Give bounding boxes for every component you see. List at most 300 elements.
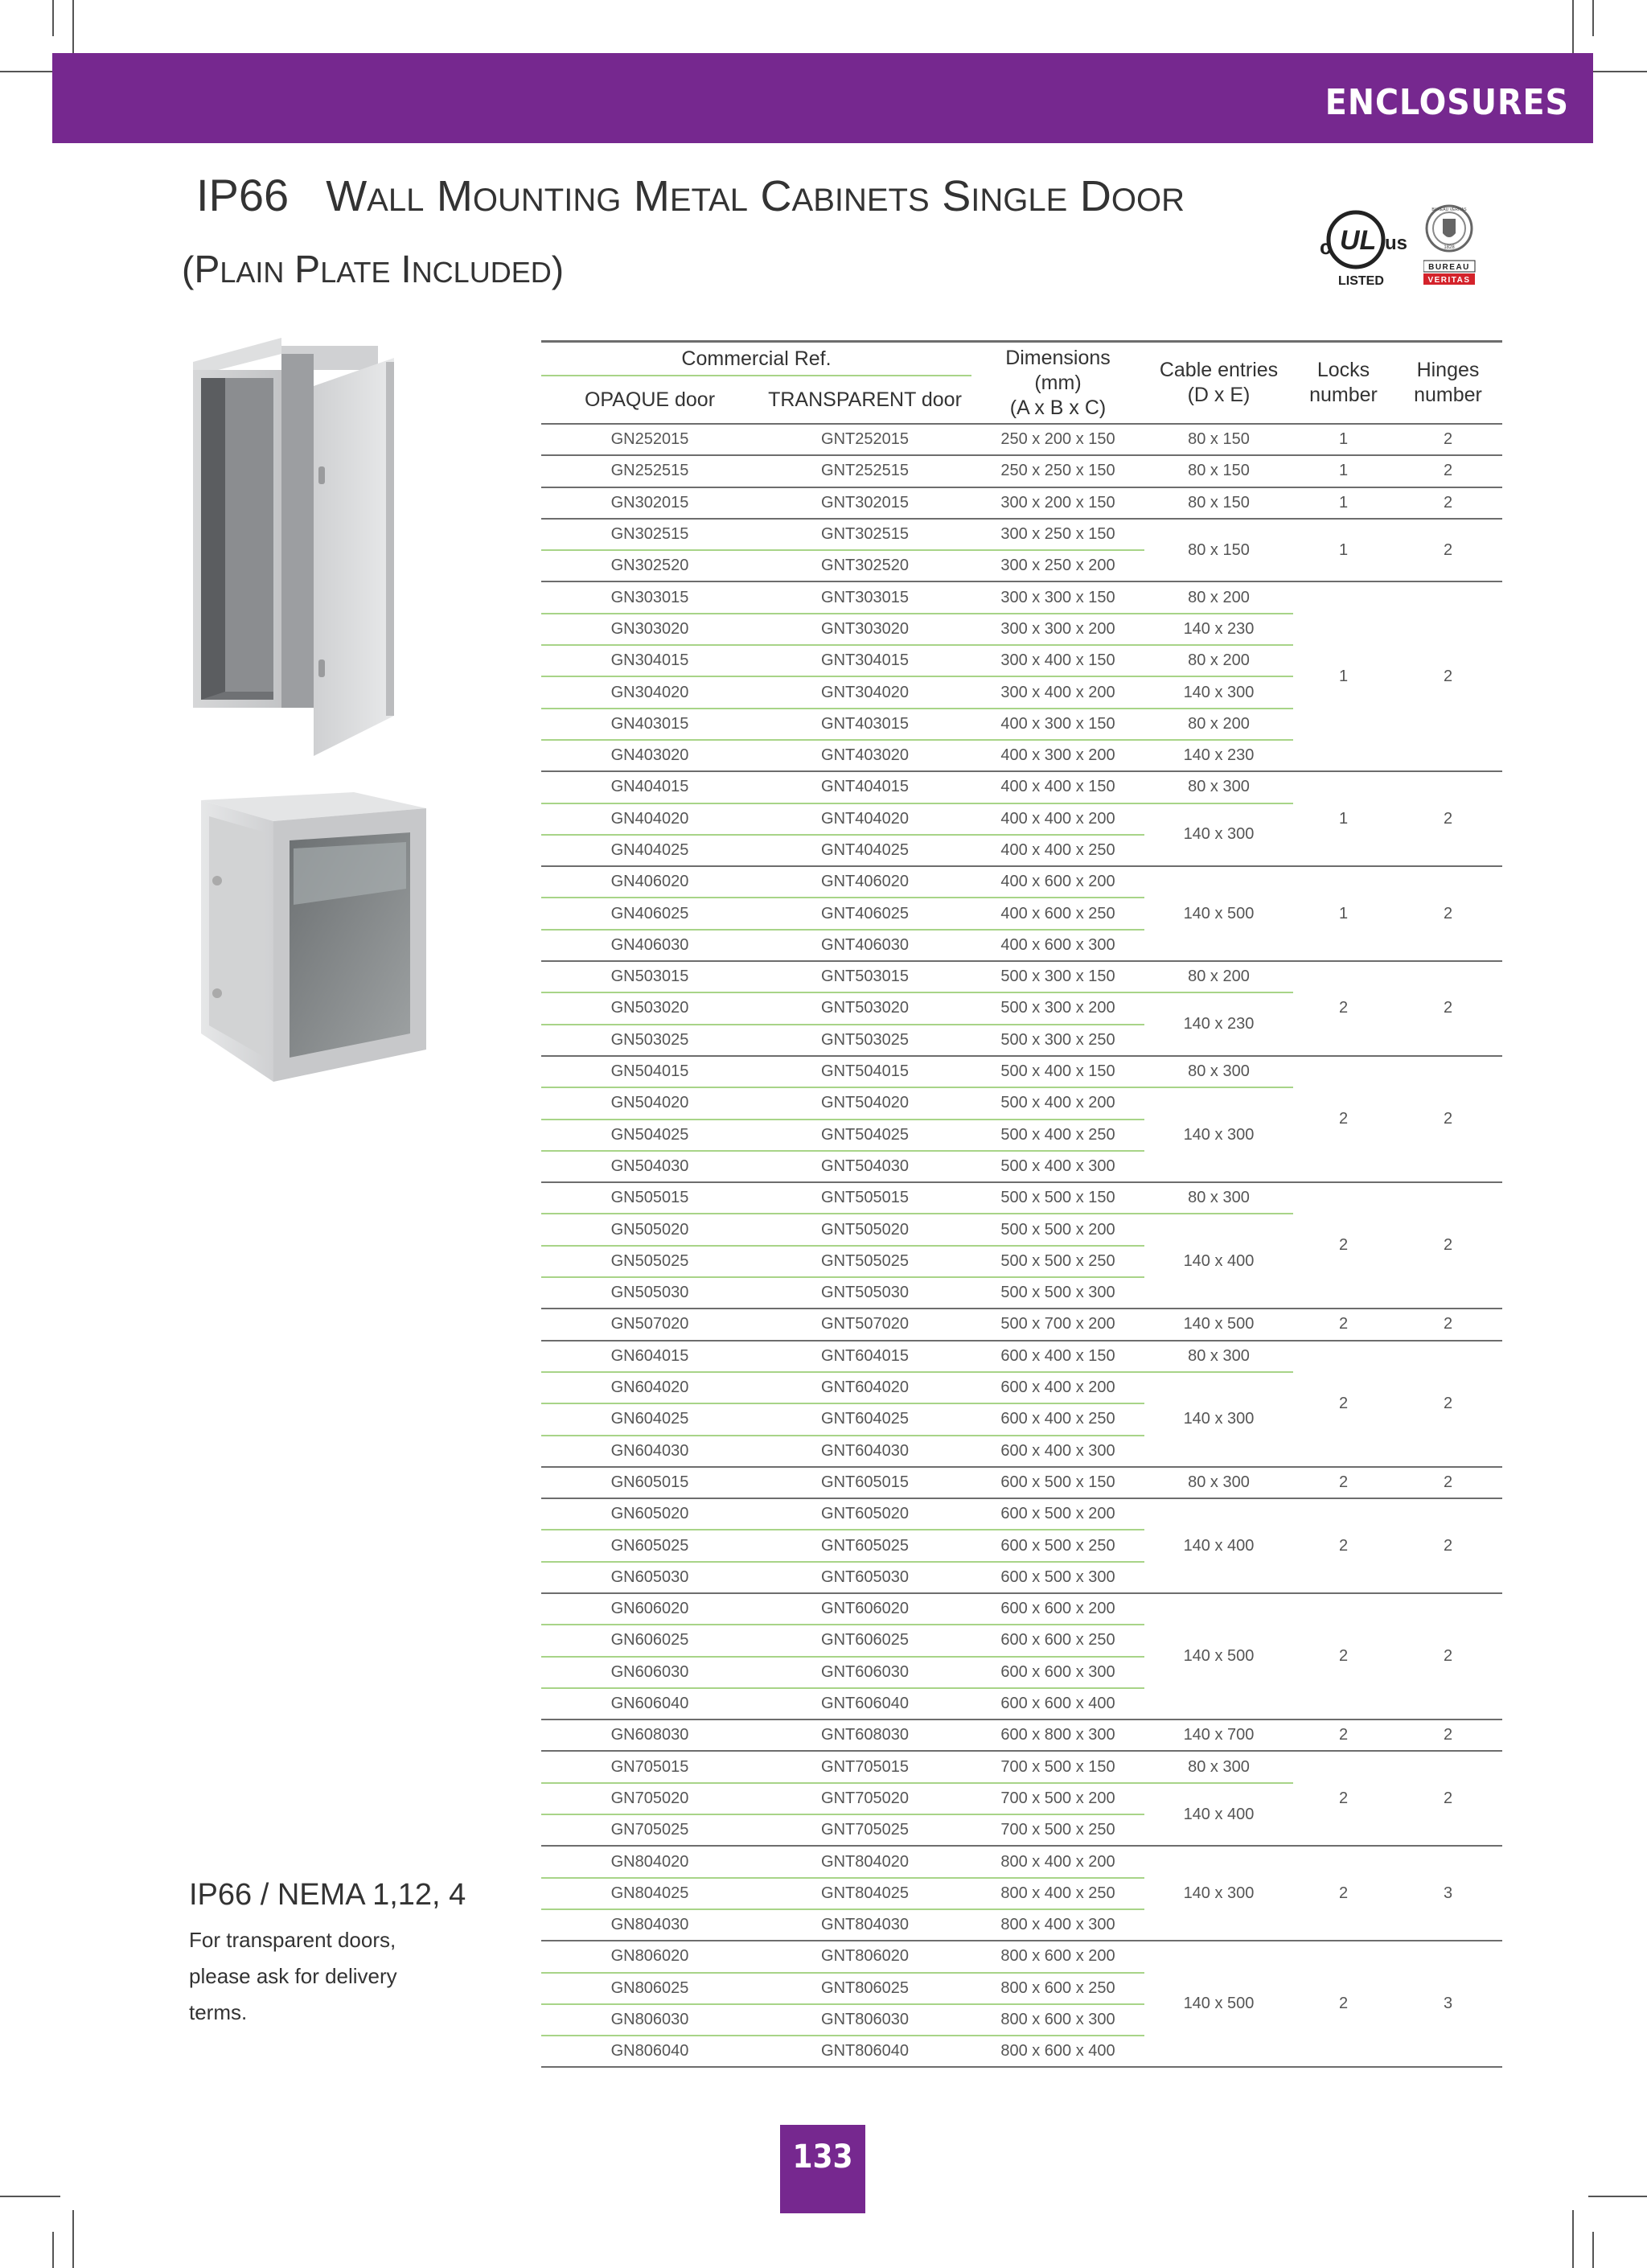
title-code: IP66: [196, 170, 290, 220]
col-header-locks: [1293, 342, 1394, 425]
opaque-ref-cell: GN406030: [541, 930, 758, 961]
dimensions-cell: 600 x 500 x 150: [971, 1467, 1144, 1498]
locks-cell: 2: [1293, 1593, 1394, 1719]
dimensions-cell: 600 x 400 x 200: [971, 1372, 1144, 1403]
title-word: [634, 170, 748, 220]
transparent-ref-cell: GNT304020: [758, 676, 971, 708]
header-line: (A x B x C): [1009, 396, 1107, 419]
title-word-rest: NCLUDED: [411, 256, 552, 289]
title-word-initial: D: [1079, 172, 1111, 220]
opaque-ref-cell: GN304020: [541, 676, 758, 708]
table-row: [541, 961, 1502, 992]
opaque-ref-cell: GN404020: [541, 803, 758, 835]
delivery-note: [189, 1922, 430, 2031]
transparent-ref-cell: GNT605020: [758, 1498, 971, 1530]
opaque-ref-cell: GN605025: [541, 1530, 758, 1561]
title-word-initial: W: [326, 172, 368, 220]
cable-entries-cell: 140 x 400: [1144, 1498, 1293, 1593]
dimensions-cell: 600 x 600 x 250: [971, 1625, 1144, 1656]
opaque-ref-cell: GN604015: [541, 1341, 758, 1372]
cable-entries-cell: 80 x 150: [1144, 519, 1293, 582]
opaque-ref-cell: GN606040: [541, 1688, 758, 1719]
transparent-ref-cell: GNT503020: [758, 992, 971, 1024]
subtitle-close-paren: ): [551, 249, 565, 290]
dimensions-cell: 300 x 250 x 200: [971, 550, 1144, 581]
transparent-ref-cell: GNT804030: [758, 1909, 971, 1941]
table-row: [541, 1182, 1502, 1214]
hinges-cell: 2: [1394, 1751, 1502, 1846]
crop-mark: [52, 0, 54, 36]
cable-entries-cell: 140 x 300: [1144, 803, 1293, 867]
opaque-ref-cell: GN503020: [541, 992, 758, 1024]
dimensions-cell: 300 x 300 x 150: [971, 581, 1144, 613]
transparent-ref-cell: GNT503015: [758, 961, 971, 992]
bv-line2: VERITAS: [1427, 276, 1471, 285]
cable-entries-cell: 80 x 300: [1144, 1751, 1293, 1782]
locks-cell: 2: [1293, 1719, 1394, 1751]
transparent-ref-cell: GNT606030: [758, 1657, 971, 1688]
transparent-ref-cell: GNT304015: [758, 645, 971, 676]
cable-entries-cell: 80 x 200: [1144, 645, 1293, 676]
title-word: [942, 170, 1067, 220]
dimensions-cell: 400 x 600 x 300: [971, 930, 1144, 961]
locks-cell: 2: [1293, 1846, 1394, 1941]
cable-entries-cell: 80 x 150: [1144, 424, 1293, 455]
opaque-ref-cell: GN606020: [541, 1593, 758, 1625]
dimensions-cell: 600 x 600 x 300: [971, 1657, 1144, 1688]
dimensions-cell: 250 x 250 x 150: [971, 455, 1144, 487]
opaque-ref-cell: GN608030: [541, 1719, 758, 1751]
locks-cell: 2: [1293, 961, 1394, 1056]
ul-mark-text: UL: [1340, 225, 1377, 256]
cable-entries-cell: 140 x 230: [1144, 614, 1293, 645]
cable-entries-cell: 140 x 300: [1144, 1846, 1293, 1941]
bureau-veritas-logo: [1423, 201, 1497, 291]
crop-mark: [1588, 2196, 1647, 2197]
dimensions-cell: 500 x 400 x 300: [971, 1151, 1144, 1182]
transparent-ref-cell: GNT504020: [758, 1087, 971, 1119]
opaque-ref-cell: GN705025: [541, 1814, 758, 1846]
transparent-ref-cell: GNT705015: [758, 1751, 971, 1782]
header-band: [52, 53, 1593, 143]
crop-mark: [0, 71, 60, 72]
opaque-ref-cell: GN504020: [541, 1087, 758, 1119]
opaque-ref-cell: GN705015: [541, 1751, 758, 1782]
protection-rating: IP66 / NEMA 1,12, 4: [189, 1878, 466, 1912]
dimensions-cell: 800 x 600 x 200: [971, 1941, 1144, 1972]
transparent-door-cabinet-image: [193, 792, 426, 1082]
table-row: [541, 1593, 1502, 1625]
cable-entries-cell: 80 x 200: [1144, 961, 1293, 992]
transparent-ref-cell: GNT302520: [758, 550, 971, 581]
dimensions-cell: 700 x 500 x 200: [971, 1783, 1144, 1814]
transparent-ref-cell: GNT406030: [758, 930, 971, 961]
transparent-ref-cell: GNT403020: [758, 740, 971, 771]
title-word: [400, 249, 551, 290]
title-word: [194, 249, 284, 290]
transparent-ref-cell: GNT505030: [758, 1277, 971, 1309]
cable-entries-cell: 80 x 300: [1144, 1182, 1293, 1214]
table-row: [541, 519, 1502, 550]
table-row: [541, 1941, 1502, 1972]
hinges-cell: 2: [1394, 424, 1502, 455]
transparent-ref-cell: GNT503025: [758, 1025, 971, 1056]
dimensions-cell: 500 x 500 x 200: [971, 1214, 1144, 1245]
header-line: Cable entries: [1159, 359, 1279, 381]
opaque-ref-cell: GN806030: [541, 2004, 758, 2036]
opaque-ref-cell: GN303015: [541, 581, 758, 613]
section-label: ENCLOSURES: [1325, 82, 1569, 123]
dimensions-cell: 500 x 700 x 200: [971, 1309, 1144, 1340]
table-row: [541, 1719, 1502, 1751]
header-line: Hinges: [1416, 359, 1480, 381]
hinges-cell: 2: [1394, 519, 1502, 582]
transparent-ref-cell: GNT604025: [758, 1403, 971, 1435]
cable-entries-cell: 140 x 500: [1144, 1309, 1293, 1340]
opaque-ref-cell: GN705020: [541, 1783, 758, 1814]
page-number: 133: [780, 2125, 865, 2213]
crop-mark: [52, 2232, 54, 2268]
title-word: [1080, 170, 1185, 220]
cable-entries-cell: 140 x 700: [1144, 1719, 1293, 1751]
table-row: [541, 424, 1502, 455]
transparent-ref-cell: GNT252515: [758, 455, 971, 487]
locks-cell: 2: [1293, 1056, 1394, 1182]
bv-line1: BUREAU: [1428, 263, 1470, 272]
note-line: terms.: [189, 2000, 248, 2024]
dimensions-cell: 300 x 400 x 150: [971, 645, 1144, 676]
dimensions-cell: 700 x 500 x 250: [971, 1814, 1144, 1846]
dimensions-cell: 600 x 500 x 200: [971, 1498, 1144, 1530]
title-word-initial: M: [633, 172, 670, 220]
transparent-ref-cell: GNT302515: [758, 519, 971, 550]
header-line: number: [1309, 384, 1378, 406]
dimensions-cell: 400 x 600 x 200: [971, 866, 1144, 898]
dimensions-cell: 600 x 400 x 150: [971, 1341, 1144, 1372]
cable-entries-cell: 140 x 300: [1144, 1087, 1293, 1182]
hinges-cell: 2: [1394, 1593, 1502, 1719]
hinges-cell: 2: [1394, 771, 1502, 866]
table-body: [541, 424, 1502, 2067]
cabinet-catalogue-table: [541, 340, 1502, 2068]
page-title: [196, 169, 1185, 221]
locks-cell: 2: [1293, 1941, 1394, 2067]
opaque-ref-cell: GN303020: [541, 614, 758, 645]
header-line: number: [1414, 384, 1482, 406]
dimensions-cell: 300 x 200 x 150: [971, 487, 1144, 519]
transparent-ref-cell: GNT604015: [758, 1341, 971, 1372]
table-row: [541, 1498, 1502, 1530]
dimensions-cell: 500 x 500 x 300: [971, 1277, 1144, 1309]
transparent-ref-cell: GNT505020: [758, 1214, 971, 1245]
crop-mark: [1592, 0, 1594, 36]
crop-mark: [1592, 2232, 1594, 2268]
locks-cell: 2: [1293, 1309, 1394, 1340]
transparent-ref-cell: GNT403015: [758, 709, 971, 740]
note-line: For transparent doors,: [189, 1928, 396, 1952]
locks-cell: 2: [1293, 1498, 1394, 1593]
hinges-cell: 2: [1394, 866, 1502, 961]
hinges-cell: 3: [1394, 1846, 1502, 1941]
transparent-ref-cell: GNT606020: [758, 1593, 971, 1625]
ul-c-text: c: [1320, 235, 1332, 259]
table-row: [541, 455, 1502, 487]
dimensions-cell: 500 x 300 x 150: [971, 961, 1144, 992]
dimensions-cell: 300 x 400 x 200: [971, 676, 1144, 708]
title-word: [761, 170, 930, 220]
transparent-ref-cell: GNT605025: [758, 1530, 971, 1561]
dimensions-cell: 400 x 400 x 200: [971, 803, 1144, 835]
dimensions-cell: 250 x 200 x 150: [971, 424, 1144, 455]
table-row: [541, 1309, 1502, 1340]
locks-cell: 1: [1293, 771, 1394, 866]
cable-entries-cell: 140 x 400: [1144, 1783, 1293, 1847]
transparent-ref-cell: GNT605015: [758, 1467, 971, 1498]
dimensions-cell: 400 x 400 x 150: [971, 771, 1144, 803]
title-word: [326, 170, 424, 220]
opaque-ref-cell: GN404015: [541, 771, 758, 803]
hinges-cell: 2: [1394, 1341, 1502, 1467]
transparent-ref-cell: GNT505025: [758, 1246, 971, 1277]
opaque-ref-cell: GN507020: [541, 1309, 758, 1340]
transparent-ref-cell: GNT806040: [758, 2036, 971, 2067]
cable-entries-cell: 140 x 230: [1144, 740, 1293, 771]
opaque-ref-cell: GN302515: [541, 519, 758, 550]
transparent-ref-cell: GNT303015: [758, 581, 971, 613]
transparent-ref-cell: GNT606025: [758, 1625, 971, 1656]
opaque-ref-cell: GN252515: [541, 455, 758, 487]
transparent-ref-cell: GNT505015: [758, 1182, 971, 1214]
opaque-ref-cell: GN804030: [541, 1909, 758, 1941]
hinges-cell: 2: [1394, 1467, 1502, 1498]
hinges-cell: 2: [1394, 1719, 1502, 1751]
dimensions-cell: 400 x 300 x 200: [971, 740, 1144, 771]
cable-entries-cell: 80 x 300: [1144, 1341, 1293, 1372]
opaque-ref-cell: GN505015: [541, 1182, 758, 1214]
dimensions-cell: 400 x 300 x 150: [971, 709, 1144, 740]
title-word: [294, 249, 390, 290]
dimensions-cell: 800 x 400 x 300: [971, 1909, 1144, 1941]
dimensions-cell: 600 x 800 x 300: [971, 1719, 1144, 1751]
header-line: Dimensions: [1005, 346, 1111, 369]
title-word-rest: LATE: [320, 256, 391, 289]
opaque-ref-cell: GN406020: [541, 866, 758, 898]
dimensions-cell: 600 x 500 x 300: [971, 1562, 1144, 1593]
crop-mark: [1588, 71, 1647, 72]
title-word-initial: S: [942, 172, 971, 220]
transparent-ref-cell: GNT406025: [758, 898, 971, 929]
cable-entries-cell: 80 x 200: [1144, 709, 1293, 740]
cable-entries-cell: 80 x 150: [1144, 455, 1293, 487]
opaque-ref-cell: GN804025: [541, 1878, 758, 1909]
subtitle-open-paren: (: [182, 249, 195, 290]
opaque-ref-cell: GN604030: [541, 1436, 758, 1467]
opaque-ref-cell: GN806020: [541, 1941, 758, 1972]
cable-entries-cell: 140 x 500: [1144, 866, 1293, 961]
dimensions-cell: 800 x 600 x 250: [971, 1973, 1144, 2004]
opaque-ref-cell: GN606025: [541, 1625, 758, 1656]
transparent-ref-cell: GNT806025: [758, 1973, 971, 2004]
dimensions-cell: 300 x 300 x 200: [971, 614, 1144, 645]
cable-entries-cell: 140 x 300: [1144, 1372, 1293, 1467]
hinges-cell: 2: [1394, 1182, 1502, 1309]
cable-entries-cell: 80 x 300: [1144, 1056, 1293, 1087]
note-line: please ask for delivery: [189, 1964, 397, 1988]
locks-cell: 1: [1293, 519, 1394, 582]
transparent-ref-cell: GNT404025: [758, 835, 971, 866]
col-header-opaque: OPAQUE door: [541, 376, 758, 424]
transparent-ref-cell: GNT406020: [758, 866, 971, 898]
transparent-ref-cell: GNT806030: [758, 2004, 971, 2036]
title-word-rest: OUNTING: [472, 183, 622, 218]
transparent-ref-cell: GNT303020: [758, 614, 971, 645]
opaque-ref-cell: GN404025: [541, 835, 758, 866]
dimensions-cell: 500 x 500 x 250: [971, 1246, 1144, 1277]
transparent-ref-cell: GNT804025: [758, 1878, 971, 1909]
opaque-ref-cell: GN605030: [541, 1562, 758, 1593]
dimensions-cell: 500 x 300 x 200: [971, 992, 1144, 1024]
dimensions-cell: 600 x 600 x 400: [971, 1688, 1144, 1719]
opaque-ref-cell: GN505020: [541, 1214, 758, 1245]
transparent-ref-cell: GNT605030: [758, 1562, 971, 1593]
opaque-door-cabinet-image: [193, 338, 434, 764]
hinges-cell: 2: [1394, 1056, 1502, 1182]
cable-entries-cell: 80 x 150: [1144, 487, 1293, 519]
title-word-initial: P: [294, 249, 321, 291]
subtitle-words: [194, 249, 551, 290]
locks-cell: 1: [1293, 455, 1394, 487]
table-row: [541, 1751, 1502, 1782]
crop-mark: [1572, 2210, 1574, 2268]
locks-cell: 2: [1293, 1341, 1394, 1467]
table-row: [541, 1056, 1502, 1087]
ul-us-text: us: [1385, 232, 1408, 254]
transparent-ref-cell: GNT404020: [758, 803, 971, 835]
dimensions-cell: 500 x 400 x 150: [971, 1056, 1144, 1087]
transparent-ref-cell: GNT604020: [758, 1372, 971, 1403]
col-header-cable-entries: [1144, 342, 1293, 425]
locks-cell: 1: [1293, 866, 1394, 961]
table-row: [541, 1467, 1502, 1498]
crop-mark: [72, 0, 74, 56]
ul-listed-logo: [1306, 201, 1411, 290]
transparent-ref-cell: GNT504030: [758, 1151, 971, 1182]
hinges-cell: 2: [1394, 455, 1502, 487]
opaque-ref-cell: GN503025: [541, 1025, 758, 1056]
transparent-ref-cell: GNT705025: [758, 1814, 971, 1846]
hinges-cell: 2: [1394, 1498, 1502, 1593]
opaque-ref-cell: GN504025: [541, 1120, 758, 1151]
locks-cell: 2: [1293, 1467, 1394, 1498]
cable-entries-cell: 140 x 300: [1144, 676, 1293, 708]
cable-entries-cell: 80 x 200: [1144, 581, 1293, 613]
title-word-initial: I: [400, 249, 412, 291]
opaque-ref-cell: GN403015: [541, 709, 758, 740]
transparent-ref-cell: GNT606040: [758, 1688, 971, 1719]
opaque-ref-cell: GN304015: [541, 645, 758, 676]
dimensions-cell: 600 x 500 x 250: [971, 1530, 1144, 1561]
opaque-ref-cell: GN504030: [541, 1151, 758, 1182]
opaque-ref-cell: GN606030: [541, 1657, 758, 1688]
cable-entries-cell: 80 x 300: [1144, 771, 1293, 803]
title-word-rest: ALL: [367, 183, 425, 218]
col-header-hinges: [1394, 342, 1502, 425]
opaque-ref-cell: GN605020: [541, 1498, 758, 1530]
opaque-ref-cell: GN504015: [541, 1056, 758, 1087]
table-row: [541, 1341, 1502, 1372]
transparent-ref-cell: GNT804020: [758, 1846, 971, 1877]
title-words: [326, 170, 1185, 220]
dimensions-cell: 400 x 400 x 250: [971, 835, 1144, 866]
hinges-cell: 2: [1394, 581, 1502, 771]
opaque-ref-cell: GN403020: [541, 740, 758, 771]
table-row: [541, 581, 1502, 613]
header-line: (D x E): [1187, 384, 1251, 406]
hinges-cell: 2: [1394, 961, 1502, 1056]
dimensions-cell: 500 x 500 x 150: [971, 1182, 1144, 1214]
dimensions-cell: 500 x 300 x 250: [971, 1025, 1144, 1056]
header-line: (mm): [1034, 371, 1082, 394]
page-subtitle: [182, 248, 564, 292]
opaque-ref-cell: GN252015: [541, 424, 758, 455]
dimensions-cell: 800 x 600 x 400: [971, 2036, 1144, 2067]
crop-mark: [72, 2210, 74, 2268]
opaque-ref-cell: GN806025: [541, 1973, 758, 2004]
table-row: [541, 866, 1502, 898]
opaque-ref-cell: GN804020: [541, 1846, 758, 1877]
locks-cell: 1: [1293, 581, 1394, 771]
table-row: [541, 1846, 1502, 1877]
transparent-ref-cell: GNT504025: [758, 1120, 971, 1151]
col-header-commercial-ref: Commercial Ref.: [541, 342, 971, 376]
locks-cell: 1: [1293, 424, 1394, 455]
transparent-ref-cell: GNT806020: [758, 1941, 971, 1972]
table-row: [541, 771, 1502, 803]
bv-seal-text: BUREAU VERITAS: [1431, 207, 1467, 212]
locks-cell: 1: [1293, 487, 1394, 519]
title-word-rest: ABINETS: [791, 183, 930, 218]
header-line: Locks: [1316, 359, 1370, 381]
dimensions-cell: 800 x 600 x 300: [971, 2004, 1144, 2036]
dimensions-cell: 600 x 400 x 300: [971, 1436, 1144, 1467]
opaque-ref-cell: GN302520: [541, 550, 758, 581]
opaque-ref-cell: GN604025: [541, 1403, 758, 1435]
opaque-ref-cell: GN406025: [541, 898, 758, 929]
cable-entries-cell: 140 x 230: [1144, 992, 1293, 1056]
title-word-initial: M: [436, 172, 473, 220]
table-row: [541, 487, 1502, 519]
dimensions-cell: 800 x 400 x 250: [971, 1878, 1144, 1909]
dimensions-cell: 600 x 400 x 250: [971, 1403, 1144, 1435]
locks-cell: 2: [1293, 1182, 1394, 1309]
title-word-initial: P: [194, 249, 220, 291]
col-header-transparent: TRANSPARENT door: [758, 376, 971, 424]
hinges-cell: 2: [1394, 487, 1502, 519]
cable-entries-cell: 80 x 300: [1144, 1467, 1293, 1498]
hinges-cell: 2: [1394, 1309, 1502, 1340]
transparent-ref-cell: GNT608030: [758, 1719, 971, 1751]
transparent-ref-cell: GNT302015: [758, 487, 971, 519]
cable-entries-cell: 140 x 400: [1144, 1214, 1293, 1309]
title-word: [437, 170, 621, 220]
title-word-rest: OOR: [1111, 183, 1185, 218]
bv-seal-year: 1828: [1444, 245, 1455, 250]
title-word-rest: LAIN: [220, 256, 285, 289]
hinges-cell: 3: [1394, 1941, 1502, 2067]
crop-mark: [1572, 0, 1574, 56]
title-word-rest: ETAL: [669, 183, 748, 218]
transparent-ref-cell: GNT252015: [758, 424, 971, 455]
